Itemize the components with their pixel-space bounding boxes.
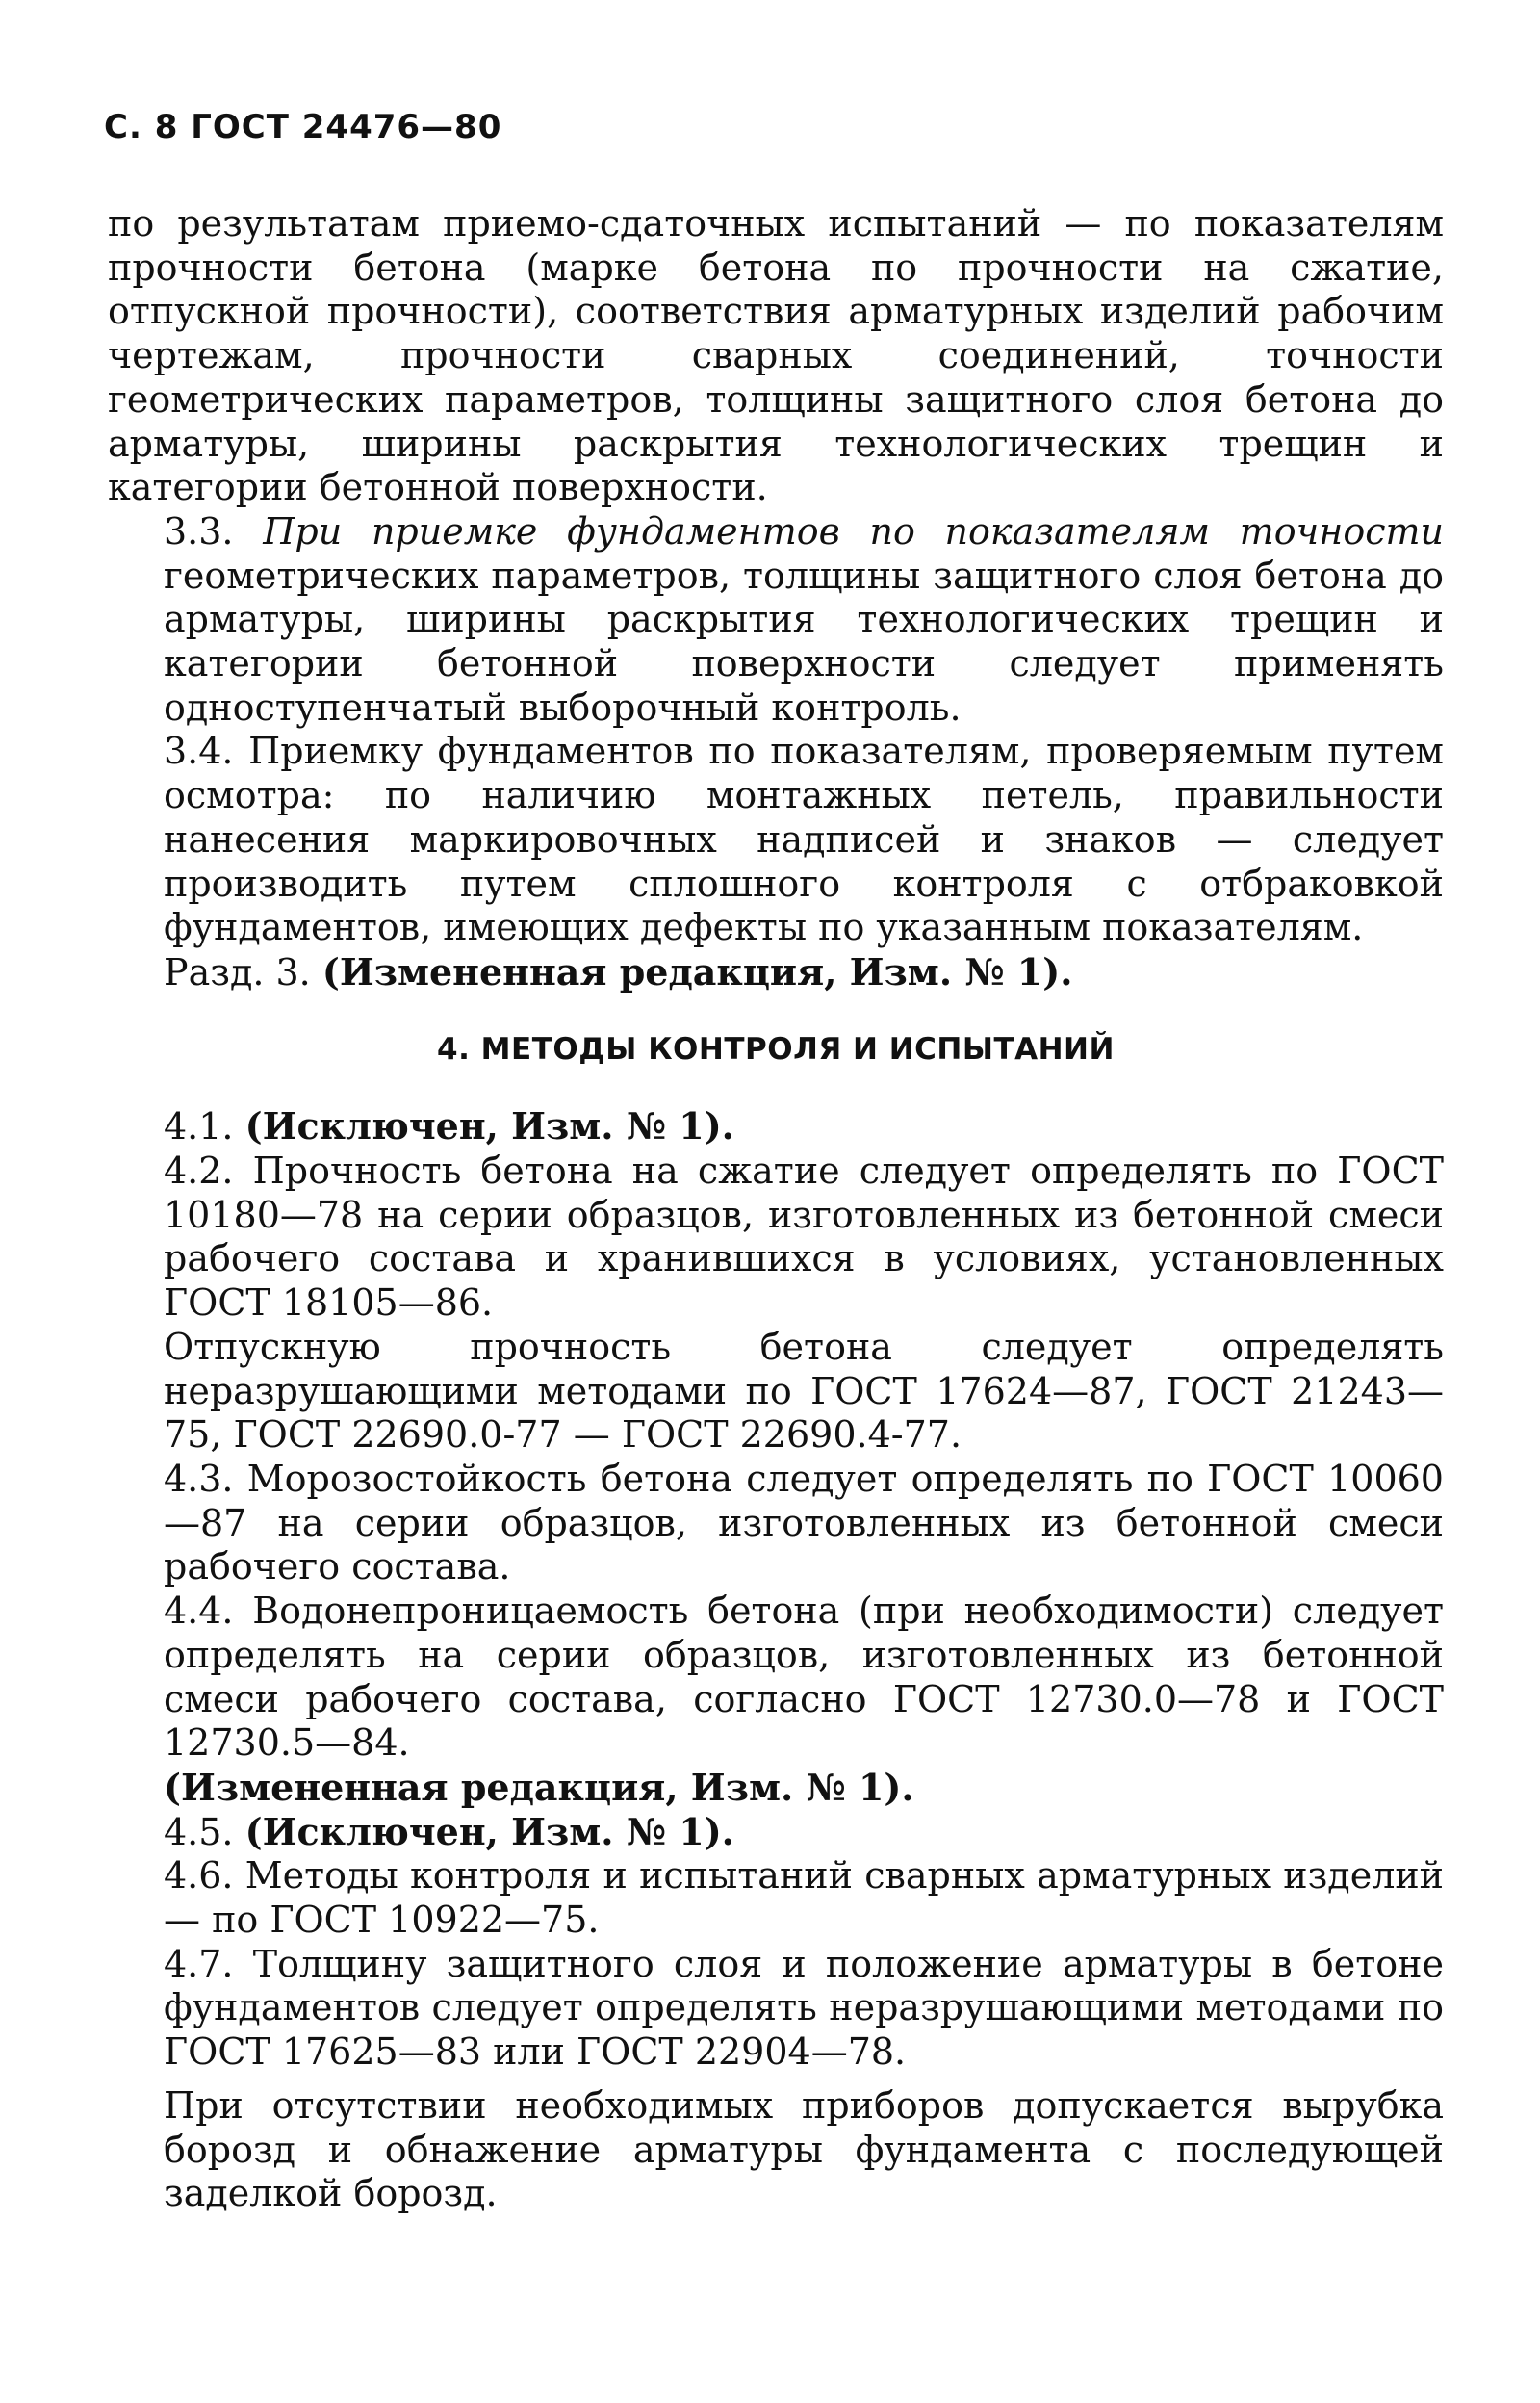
document-body — [108, 202, 1444, 2216]
paragraph-4-4: 4.4. Водонепроницаемость бетона (при необходимости) следует определять на серии образцов, изготовленных из бетонной смеси рабочего состава, согласно ГОСТ 12730.0—78 и ГОСТ 12730.5—84. — [164, 1589, 1444, 1765]
paragraph-4-3: 4.3. Морозостойкость бетона следует определять по ГОСТ 10060—87 на серии образцов, изготовленных из бетонной смеси рабочего состава. — [164, 1457, 1444, 1589]
paragraph-3-3-number: 3.3. — [164, 509, 234, 553]
section-3-amendment-bold: (Измененная редакция, Изм. № 1). — [321, 949, 1073, 994]
paragraph-3-3 — [164, 510, 1444, 731]
paragraph-4-2-release-strength: Отпускную прочность бетона следует определять неразрушающими методами по ГОСТ 17624—87, ГОСТ 21243—75, ГОСТ 22690.0-77 — ГОСТ 22690.4-77. — [164, 1325, 1444, 1457]
section-3-amendment — [164, 950, 1444, 995]
page-header: С. 8 ГОСТ 24476—80 — [104, 108, 502, 146]
paragraph-4-5 — [164, 1810, 1444, 1855]
paragraph-4-7-note: При отсутствии необходимых приборов допускается вырубка борозд и обнажение арматуры фундамента с последующей заделкой борозд. — [164, 2083, 1444, 2215]
paragraph-3-4: 3.4. Приемку фундаментов по показателям, проверяемым путем осмотра: по наличию монтажных петель, правильности нанесения маркировочных надписей и знаков — следует производить путем сплошного контроля с отбраковкой фундаментов, имеющих дефекты по указанным показателям. — [164, 730, 1444, 949]
paragraph-4-2: 4.2. Прочность бетона на сжатие следует определять по ГОСТ 10180—78 на серии образцов, изготовленных из бетонной смеси рабочего состава и хранившихся в условиях, установленных ГОСТ 18105—86. — [164, 1150, 1444, 1325]
paragraph-4-6: 4.6. Методы контроля и испытаний сварных арматурных изделий — по ГОСТ 10922—75. — [164, 1854, 1444, 1942]
paragraph-4-1-number: 4.1. — [164, 1105, 234, 1149]
paragraph-4-5-bold: (Исключен, Изм. № 1). — [244, 1809, 734, 1853]
paragraph-4-1-bold: (Исключен, Изм. № 1). — [244, 1104, 734, 1149]
section-4-title: 4. МЕТОДЫ КОНТРОЛЯ И ИСПЫТАНИЙ — [437, 1031, 1115, 1067]
paragraph-4-5-number: 4.5. — [164, 1810, 234, 1853]
paragraph-3-3-italic: При приемке фундаментов по показателям точности — [263, 509, 1444, 553]
paragraph-4-7: 4.7. Толщину защитного слоя и положение арматуры в бетоне фундаментов следует определять неразрушающими методами по ГОСТ 17625—83 или ГОСТ 22904—78. — [164, 1942, 1444, 2074]
paragraph-4-1 — [164, 1104, 1444, 1150]
paragraph-3-2-continuation: по результатам приемо-сдаточных испытаний — по показателям прочности бетона (марке бетона по прочности на сжатие, отпускной прочности), соответствия арматурных изделий рабочим чертежам, прочности сварных соединений, точности геометрических параметров, толщины защитного слоя бетона до арматуры, ширины раскрытия технологических трещин и категории бетонной поверхности. — [108, 202, 1444, 509]
paragraph-4-4-amendment: (Измененная редакция, Изм. № 1). — [164, 1765, 914, 1809]
section-3-label: Разд. 3. — [164, 950, 311, 994]
paragraph-3-3-text: геометрических параметров, толщины защитного слоя бетона до арматуры, ширины раскрытия технологических трещин и категории бетонной поверхности следует применять одноступенчатый выборочный контроль. — [164, 554, 1444, 729]
